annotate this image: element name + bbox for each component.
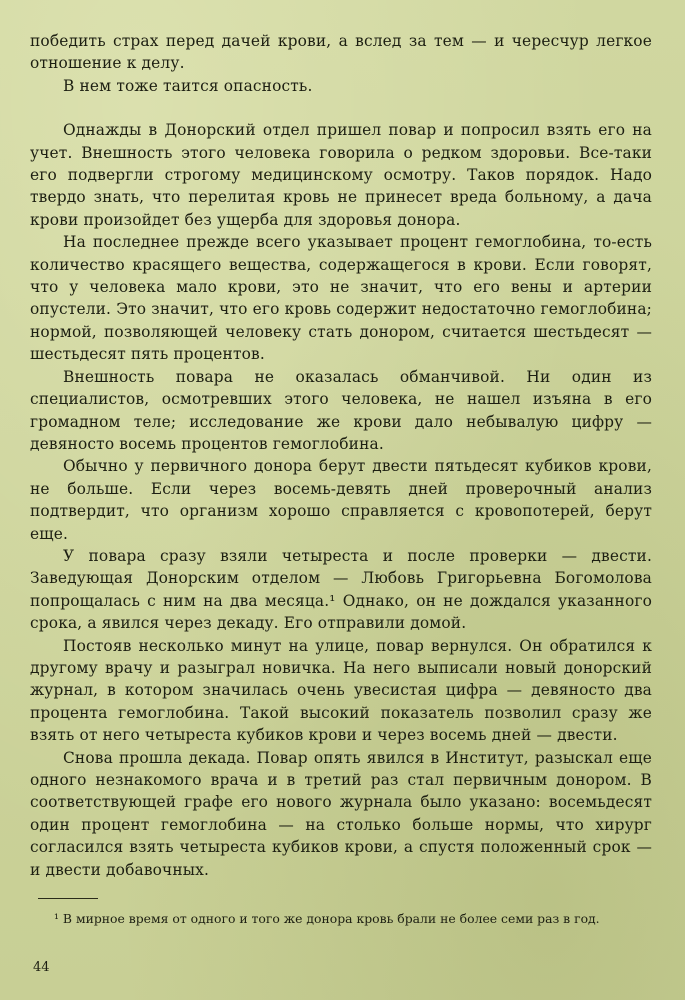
footnote-divider (38, 898, 98, 899)
paragraph-cook-arrival: Однажды в Донорский отдел пришел повар и попросил взять его на учет. Внешность этого человека говорила о редком здоровьи. Все-таки его подвергли строгому медицинскому осмотру. Таков порядок. Надо твердо знать, что перелитая кровь не принесет вреда больному, а дача крови произойдет без ущерба для здоровья донора. (30, 121, 652, 229)
paragraph-continuation: победить страх перед дачей крови, а вслед за тем — и чересчур легкое отношение к делу. (30, 32, 652, 73)
paragraph-danger: В нем тоже таится опасность. (63, 76, 313, 95)
paragraph-first-donation: У повара сразу взяли четыреста и после проверки — двести. Заведующая Донорским отделом — Любовь Григорьевна Богомолова попрощалась с ним на два месяца.¹ Однако, он не дождался указанного срока, а явился через декаду. Его отправили домой. (30, 546, 652, 633)
page-body (30, 30, 652, 881)
paragraph-hemoglobin: На последнее прежде всего указывает процент гемоглобина, то-есть количество красящего вещества, содержащегося в крови. Если говорят, что у человека мало крови, это не значит, что его вены и артерии опустели. Это значит, что его кровь содержит недостаточно гемоглобина; нормой, позволяющей человеку стать донором, считается шестьдесят — шестьдесят пять процентов. (30, 233, 652, 364)
footnote: ¹ В мирное время от одного и того же донора кровь брали не более семи раз в год. (54, 911, 600, 926)
paragraph-second-donation: Постояв несколько минут на улице, повар вернулся. Он обратился к другому врачу и разыграл новичка. На него выписали новый донорский журнал, в котором значилась очень увесистая цифра — девяносто два процента гемоглобина. Такой высокий показатель позволил сразу же взять от него четыреста кубиков крови и через восемь дней — двести. (30, 636, 652, 745)
paragraph-third-donation: Снова прошла декада. Повар опять явился в Институт, разыскал еще одного незнакомого врача и в третий раз стал первичным донором. В соответствующей графе его нового журнала было указано: восемьдесят один процент гемоглобина — на столько больше нормы, что хирург согласился взять четыреста кубиков крови, а спустя положенный срок — и двести добавочных. (30, 748, 652, 879)
page-number: 44 (33, 960, 50, 975)
paragraph-first-donor: Обычно у первичного донора берут двести пятьдесят кубиков крови, не больше. Если через восемь-девять дней проверочный анализ подтвердит, что организм хорошо справляется с кровопотерей, берут еще. (30, 457, 652, 543)
paragraph-appearance: Внешность повара не оказалась обманчивой. Ни один из специалистов, осмотревших этого человека, не нашел изъяна в его громадном теле; исследование же крови дало небывалую цифру — девяносто восемь процентов гемоглобина. (30, 367, 652, 453)
